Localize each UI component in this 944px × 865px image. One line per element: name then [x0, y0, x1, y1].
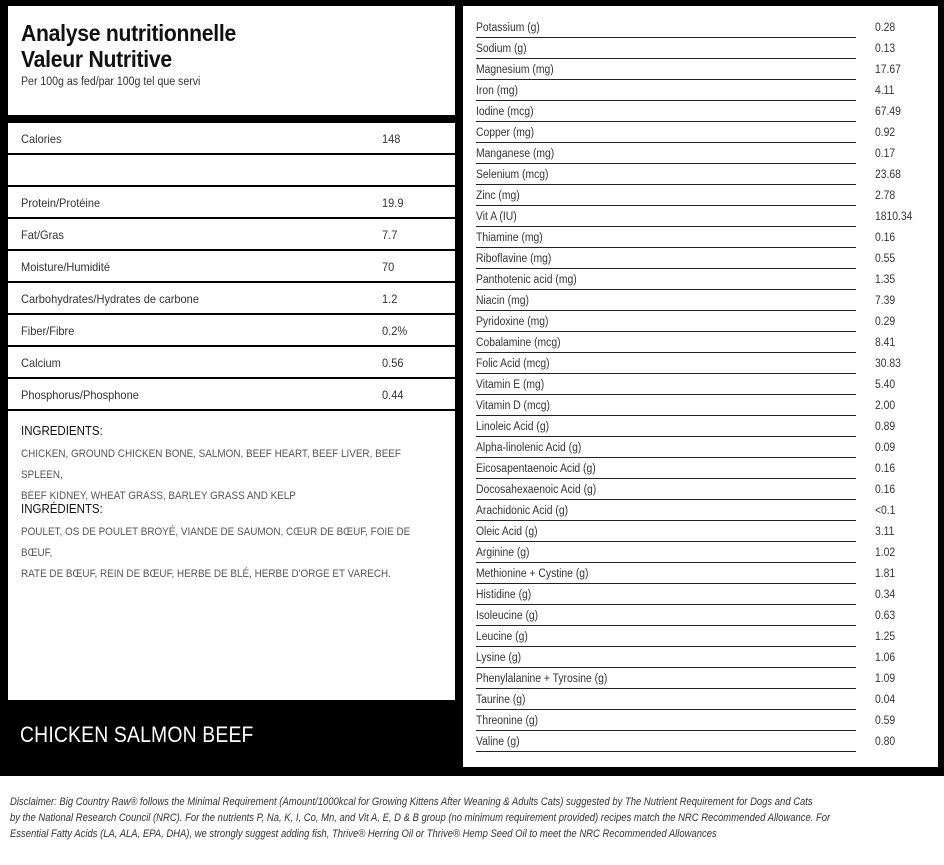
nutrition-value: 0.44	[382, 388, 404, 402]
nutrient-label: Linoleic Acid (g)	[476, 421, 550, 433]
nutrition-label: Fat/Gras	[21, 228, 64, 242]
disclaimer-line: by the National Research Council (NRC). For the nutrients P, Na, K, I, Co, Mn, and Vit A, E, D & B group (no minimum requirement provided) recipes match the NRC Recommended Allowance. For	[10, 812, 831, 824]
leader-line	[476, 394, 856, 395]
nutrient-row	[476, 524, 916, 545]
nutrient-label: Arginine (g)	[476, 547, 530, 559]
nutrient-label: Lysine (g)	[476, 652, 522, 664]
nutrient-row	[476, 314, 916, 335]
nutrition-row	[8, 347, 455, 379]
ingredients-line: POULET, OS DE POULET BROYÉ, VIANDE DE SAUMON, CŒUR DE BŒUF, FOIE DE BŒUF,	[21, 526, 411, 559]
nutrient-row	[476, 545, 916, 566]
leader-line	[476, 58, 856, 59]
disclaimer	[10, 794, 940, 842]
nutrient-value: 0.89	[875, 421, 896, 433]
nutrient-value: 0.80	[875, 736, 896, 748]
ingredients-heading: INGREDIENTS:	[21, 424, 103, 438]
nutrition-value: 7.7	[382, 228, 398, 242]
nutrient-label: Vit A (IU)	[476, 211, 517, 223]
leader-line	[476, 457, 856, 458]
nutrient-row	[476, 272, 916, 293]
nutrient-label: Threonine (g)	[476, 715, 539, 727]
nutrient-row	[476, 104, 916, 125]
leader-line	[476, 100, 856, 101]
nutrient-row	[476, 671, 916, 692]
nutrition-label: Phosphorus/Phosphone	[21, 388, 139, 402]
nutrient-value: 0.09	[875, 442, 896, 454]
leader-line	[476, 121, 856, 122]
nutrient-row	[476, 440, 916, 461]
nutrient-value: 0.55	[875, 253, 896, 265]
nutrient-list-panel	[463, 6, 938, 767]
leader-line	[476, 604, 856, 605]
nutrient-row	[476, 62, 916, 83]
nutrition-table	[8, 123, 455, 411]
nutrient-row	[476, 20, 916, 41]
nutrient-value: 7.39	[875, 295, 896, 307]
nutrient-row	[476, 251, 916, 272]
nutrient-value: 1.09	[875, 673, 896, 685]
leader-line	[476, 709, 856, 710]
nutrition-panel	[8, 6, 455, 700]
title-divider	[8, 115, 455, 123]
nutrient-row	[476, 692, 916, 713]
leader-line	[476, 562, 856, 563]
ingredients-text	[21, 522, 435, 585]
leader-line	[476, 436, 856, 437]
nutrition-row	[8, 219, 455, 251]
leader-line	[476, 541, 856, 542]
serving-subtitle: Per 100g as fed/par 100g tel que servi	[21, 76, 201, 88]
nutrient-row	[476, 587, 916, 608]
nutrient-value: 30.83	[875, 358, 901, 370]
nutrient-row	[476, 734, 916, 755]
nutrient-row	[476, 83, 916, 104]
nutrient-value: 1.81	[875, 568, 896, 580]
nutrient-row	[476, 398, 916, 419]
nutrient-label: Selenium (mcg)	[476, 169, 549, 181]
nutrient-row	[476, 125, 916, 146]
nutrient-row	[476, 608, 916, 629]
nutrient-label: Iron (mg)	[476, 85, 518, 97]
leader-line	[476, 205, 856, 206]
nutrient-value: 0.13	[875, 43, 896, 55]
title-french: Analyse nutritionnelle	[21, 20, 236, 46]
nutrient-label: Panthotenic acid (mg)	[476, 274, 577, 286]
nutrient-value: 0.29	[875, 316, 896, 328]
nutrient-label: Phenylalanine + Tyrosine (g)	[476, 673, 608, 685]
nutrient-label: Sodium (g)	[476, 43, 527, 55]
nutrient-row	[476, 629, 916, 650]
nutrition-row	[8, 379, 455, 411]
nutrition-row	[8, 283, 455, 315]
nutrition-label: Carbohydrates/Hydrates de carbone	[21, 292, 199, 306]
nutrient-row	[476, 146, 916, 167]
nutrient-label: Vitamin E (mg)	[476, 379, 545, 391]
nutrient-label: Alpha-linolenic Acid (g)	[476, 442, 582, 454]
ingredients-line: BEEF KIDNEY, WHEAT GRASS, BARLEY GRASS AND KELP	[21, 490, 296, 502]
nutrient-label: Arachidonic Acid (g)	[476, 505, 569, 517]
disclaimer-line: Essential Fatty Acids (LA, ALA, EPA, DHA), we strongly suggest adding fish, Thrive® Herring Oil or Thrive® Hemp Seed Oil to meet the NRC Recommended Allowances	[10, 828, 717, 840]
leader-line	[476, 520, 856, 521]
nutrient-label: Manganese (mg)	[476, 148, 555, 160]
nutrient-value: 5.40	[875, 379, 896, 391]
nutrition-value: 19.9	[382, 196, 404, 210]
nutrient-value: 2.00	[875, 400, 896, 412]
nutrient-value: 0.16	[875, 463, 896, 475]
nutrient-value: 0.16	[875, 484, 896, 496]
nutrition-label: Protein/Protéine	[21, 196, 101, 210]
nutrition-row	[8, 251, 455, 283]
nutrition-row	[8, 315, 455, 347]
nutrient-row	[476, 230, 916, 251]
nutrition-row	[8, 123, 455, 155]
leader-line	[476, 751, 856, 752]
nutrient-row	[476, 482, 916, 503]
nutrition-value: 148	[382, 132, 401, 146]
leader-line	[476, 730, 856, 731]
nutrient-label: Potassium (g)	[476, 22, 540, 34]
leader-line	[476, 331, 856, 332]
leader-line	[476, 688, 856, 689]
nutrient-value: 23.68	[875, 169, 901, 181]
nutrient-row	[476, 713, 916, 734]
nutrient-row	[476, 650, 916, 671]
nutrient-row	[476, 167, 916, 188]
nutrition-label: Calories	[21, 132, 62, 146]
nutrient-label: Docosahexaenoic Acid (g)	[476, 484, 597, 496]
ingredients-heading: INGRÉDIENTS:	[21, 502, 103, 516]
nutrition-label: Moisture/Humidité	[21, 260, 110, 274]
title-english: Valeur Nutritive	[21, 46, 172, 72]
nutrition-row	[8, 187, 455, 219]
nutrient-label: Riboflavine (mg)	[476, 253, 552, 265]
nutrient-label: Magnesium (mg)	[476, 64, 554, 76]
nutrient-row	[476, 377, 916, 398]
nutrition-label: Fiber/Fibre	[21, 324, 75, 338]
nutrient-label: Niacin (mg)	[476, 295, 529, 307]
nutrient-label: Isoleucine (g)	[476, 610, 539, 622]
ingredients-english	[21, 424, 441, 507]
nutrient-value: 0.92	[875, 127, 896, 139]
nutrient-label: Zinc (mg)	[476, 190, 520, 202]
nutrient-value: 0.28	[875, 22, 896, 34]
leader-line	[476, 163, 856, 164]
nutrient-value: 67.49	[875, 106, 901, 118]
leader-line	[476, 226, 856, 227]
leader-line	[476, 646, 856, 647]
title-block	[21, 20, 441, 88]
nutrient-label: Methionine + Cystine (g)	[476, 568, 589, 580]
nutrient-label: Copper (mg)	[476, 127, 535, 139]
nutrient-value: 8.41	[875, 337, 896, 349]
leader-line	[476, 667, 856, 668]
nutrient-row	[476, 188, 916, 209]
nutrient-label: Oleic Acid (g)	[476, 526, 538, 538]
nutrient-label: Iodine (mcg)	[476, 106, 534, 118]
nutrient-value: 0.04	[875, 694, 896, 706]
product-name: CHICKEN SALMON BEEF	[20, 722, 254, 747]
leader-line	[476, 310, 856, 311]
nutrient-row	[476, 293, 916, 314]
nutrient-label: Histidine (g)	[476, 589, 532, 601]
ingredients-line: CHICKEN, GROUND CHICKEN BONE, SALMON, BEEF HEART, BEEF LIVER, BEEF SPLEEN,	[21, 448, 401, 481]
leader-line	[476, 268, 856, 269]
nutrient-value: 0.63	[875, 610, 896, 622]
leader-line	[476, 79, 856, 80]
nutrient-row	[476, 566, 916, 587]
nutrition-value: 0.2%	[382, 324, 408, 338]
nutrient-value: <0.1	[875, 505, 896, 517]
nutrient-label: Taurine (g)	[476, 694, 526, 706]
leader-line	[476, 289, 856, 290]
nutrient-value: 1.02	[875, 547, 896, 559]
leader-line	[476, 184, 856, 185]
nutrient-label: Thiamine (mg)	[476, 232, 543, 244]
nutrient-label: Pyridoxine (mg)	[476, 316, 549, 328]
nutrition-value: 0.56	[382, 356, 404, 370]
nutrient-label: Valine (g)	[476, 736, 520, 748]
leader-line	[476, 373, 856, 374]
nutrient-label: Cobalamine (mcg)	[476, 337, 561, 349]
leader-line	[476, 625, 856, 626]
leader-line	[476, 583, 856, 584]
nutrient-row	[476, 209, 916, 230]
nutrient-value: 1.06	[875, 652, 896, 664]
nutrient-label: Folic Acid (mcg)	[476, 358, 550, 370]
nutrient-value: 1810.34	[875, 211, 913, 223]
nutrient-value: 2.78	[875, 190, 896, 202]
nutrient-value: 4.11	[875, 85, 895, 97]
nutrition-value: 1.2	[382, 292, 398, 306]
leader-line	[476, 142, 856, 143]
nutrient-value: 1.25	[875, 631, 896, 643]
nutrient-value: 3.11	[875, 526, 895, 538]
nutrient-label: Leucine (g)	[476, 631, 528, 643]
leader-line	[476, 499, 856, 500]
nutrient-value: 0.16	[875, 232, 896, 244]
nutrient-row	[476, 503, 916, 524]
nutrient-row	[476, 419, 916, 440]
nutrient-row	[476, 461, 916, 482]
nutrient-row	[476, 356, 916, 377]
ingredients-french	[21, 502, 441, 585]
nutrient-value: 1.35	[875, 274, 896, 286]
nutrient-label: Vitamin D (mcg)	[476, 400, 550, 412]
ingredients-line: RATE DE BŒUF, REIN DE BŒUF, HERBE DE BLÉ, HERBE D'ORGE ET VARECH.	[21, 568, 391, 580]
nutrition-value: 70	[382, 260, 395, 274]
leader-line	[476, 247, 856, 248]
nutrition-label: Calcium	[21, 356, 61, 370]
nutrient-row	[476, 335, 916, 356]
leader-line	[476, 478, 856, 479]
nutrition-row	[8, 155, 455, 187]
disclaimer-line: Disclaimer: Big Country Raw® follows the Minimal Requirement (Amount/1000kcal for Growing Kittens After Weaning & Adults Cats) suggested by The Nutrient Requirement for Dogs and Cats	[10, 796, 813, 808]
leader-line	[476, 352, 856, 353]
leader-line	[476, 37, 856, 38]
nutrient-row	[476, 41, 916, 62]
leader-line	[476, 415, 856, 416]
ingredients-text	[21, 444, 435, 507]
nutrient-value: 0.34	[875, 589, 896, 601]
nutrient-value: 0.17	[875, 148, 896, 160]
nutrient-label: Eicosapentaenoic Acid (g)	[476, 463, 596, 475]
nutrient-value: 17.67	[875, 64, 901, 76]
nutrient-value: 0.59	[875, 715, 896, 727]
